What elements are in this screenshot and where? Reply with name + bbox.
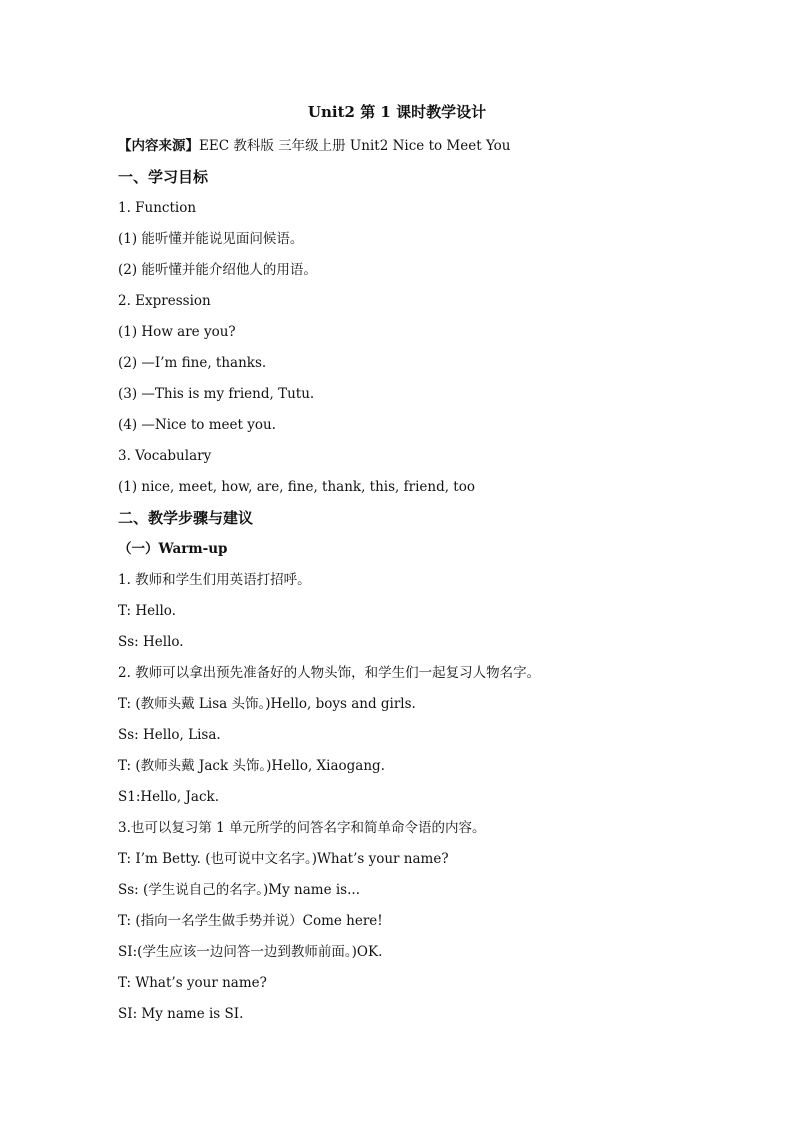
warmup-line: Ss: (学生说自己的名字。)My name is... [118,882,360,898]
warmup-line: 1. 教师和学生们用英语打招呼。 [118,572,311,588]
expression-item: (4) —Nice to meet you. [118,417,276,433]
content-source-label: 【内容来源】 [118,138,199,154]
content-source-text: EEC 教科版 三年级上册 Unit2 Nice to Meet You [199,138,511,154]
warmup-line: T: Hello. [118,603,176,619]
warmup-line: Ss: Hello. [118,634,184,650]
vocabulary-title: 3. Vocabulary [118,448,212,464]
function-title: 1. Function [118,200,197,216]
warmup-line: T: (教师头戴 Lisa 头饰。)Hello, boys and girls. [118,696,416,712]
warmup-line: Ss: Hello, Lisa. [118,727,221,743]
warmup-line: T: I’m Betty. (也可说中文名字。)What’s your name? [118,851,449,867]
warmup-line: 2. 教师可以拿出预先准备好的人物头饰，和学生们一起复习人物名字。 [118,665,541,681]
warmup-line: T: (指向一名学生做手势并说）Come here! [118,913,383,929]
function-item: (1) 能听懂并能说见面问候语。 [118,231,304,247]
expression-title: 2. Expression [118,293,211,309]
vocabulary-item: (1) nice, meet, how, are, fine, thank, this, friend, too [118,479,475,495]
content-source [118,131,738,162]
document-body [118,131,738,1030]
expression-item: (3) —This is my friend, Tutu. [118,386,315,402]
warmup-line: SI:(学生应该一边问答一边到教师前面。)OK. [118,944,383,960]
warmup-line: T: What’s your name? [118,975,267,991]
section-heading-objectives: 一、学习目标 [118,168,209,186]
warmup-heading: （一）Warm-up [118,541,228,557]
function-item: (2) 能听懂并能介绍他人的用语。 [118,262,317,278]
warmup-line: T: (教师头戴 Jack 头饰。)Hello, Xiaogang. [118,758,385,774]
expression-item: (2) —I’m fine, thanks. [118,355,267,371]
document-title: Unit2 第 1 课时教学设计 [307,103,487,121]
warmup-line: SI: My name is SI. [118,1006,244,1022]
warmup-line: 3.也可以复习第 1 单元所学的问答名字和简单命令语的内容。 [118,820,486,836]
expression-item: (1) How are you? [118,324,236,340]
warmup-line: S1:Hello, Jack. [118,789,219,805]
section-heading-steps: 二、教学步骤与建议 [118,509,254,527]
